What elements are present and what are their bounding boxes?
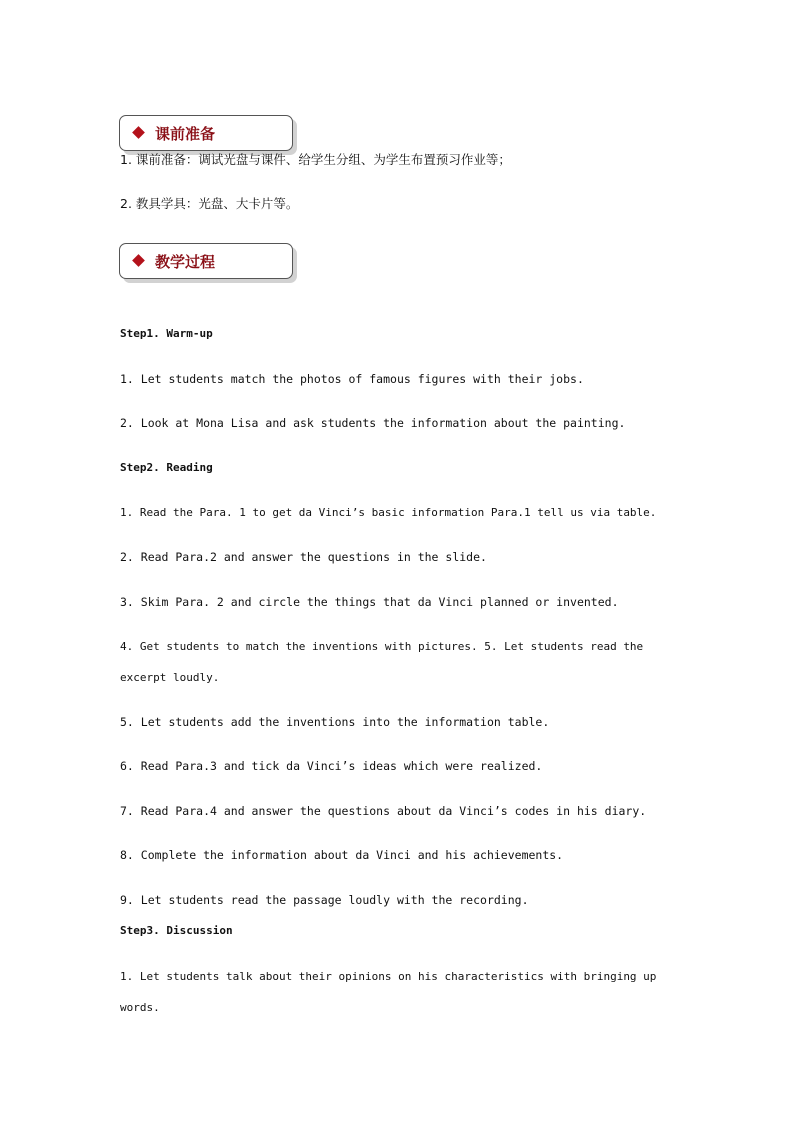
step2-item-2: 2. Read Para.2 and answer the questions in the slide. [120, 550, 487, 564]
step1-item-1: 1. Let students match the photos of famous figures with their jobs. [120, 372, 584, 386]
step3-item-1: 1. Let students talk about their opinions on his characteristics with bringing up words. [120, 970, 657, 1014]
prep-item-2: 2. 教具学具：光盘、大卡片等。 [120, 196, 299, 211]
section-title: 课前准备 [155, 125, 216, 143]
section-title: 教学过程 [155, 253, 216, 271]
step2-title: Step2. Reading [120, 461, 213, 474]
step1-title: Step1. Warm-up [120, 327, 213, 340]
step2-item-8: 8. Complete the information about da Vinci and his achievements. [120, 848, 564, 862]
step2-item-6: 6. Read Para.3 and tick da Vinci’s ideas which were realized. [120, 759, 543, 773]
step2-item-9: 9. Let students read the passage loudly with the recording. [120, 893, 529, 907]
step2-item-4: 4. Get students to match the inventions with pictures. 5. Let students read the excerpt loudly. [120, 640, 644, 684]
step3-title: Step3. Discussion [120, 924, 233, 937]
prep-item-1: 1. 课前准备：调试光盘与课件、给学生分组、为学生布置预习作业等； [120, 152, 511, 167]
step2-item-3: 3. Skim Para. 2 and circle the things that da Vinci planned or invented. [120, 595, 619, 609]
step1-item-2: 2. Look at Mona Lisa and ask students the information about the painting. [120, 416, 626, 430]
step2-item-7: 7. Read Para.4 and answer the questions about da Vinci’s codes in his diary. [120, 804, 647, 818]
diamond-bullet-icon [132, 254, 145, 267]
section-header-process [119, 243, 293, 279]
section-header-preparation [119, 115, 293, 151]
diamond-bullet-icon [132, 126, 145, 139]
step2-item-5: 5. Let students add the inventions into the information table. [120, 715, 550, 729]
step2-item-1: 1. Read the Para. 1 to get da Vinci’s basic information Para.1 tell us via table. [120, 506, 657, 519]
